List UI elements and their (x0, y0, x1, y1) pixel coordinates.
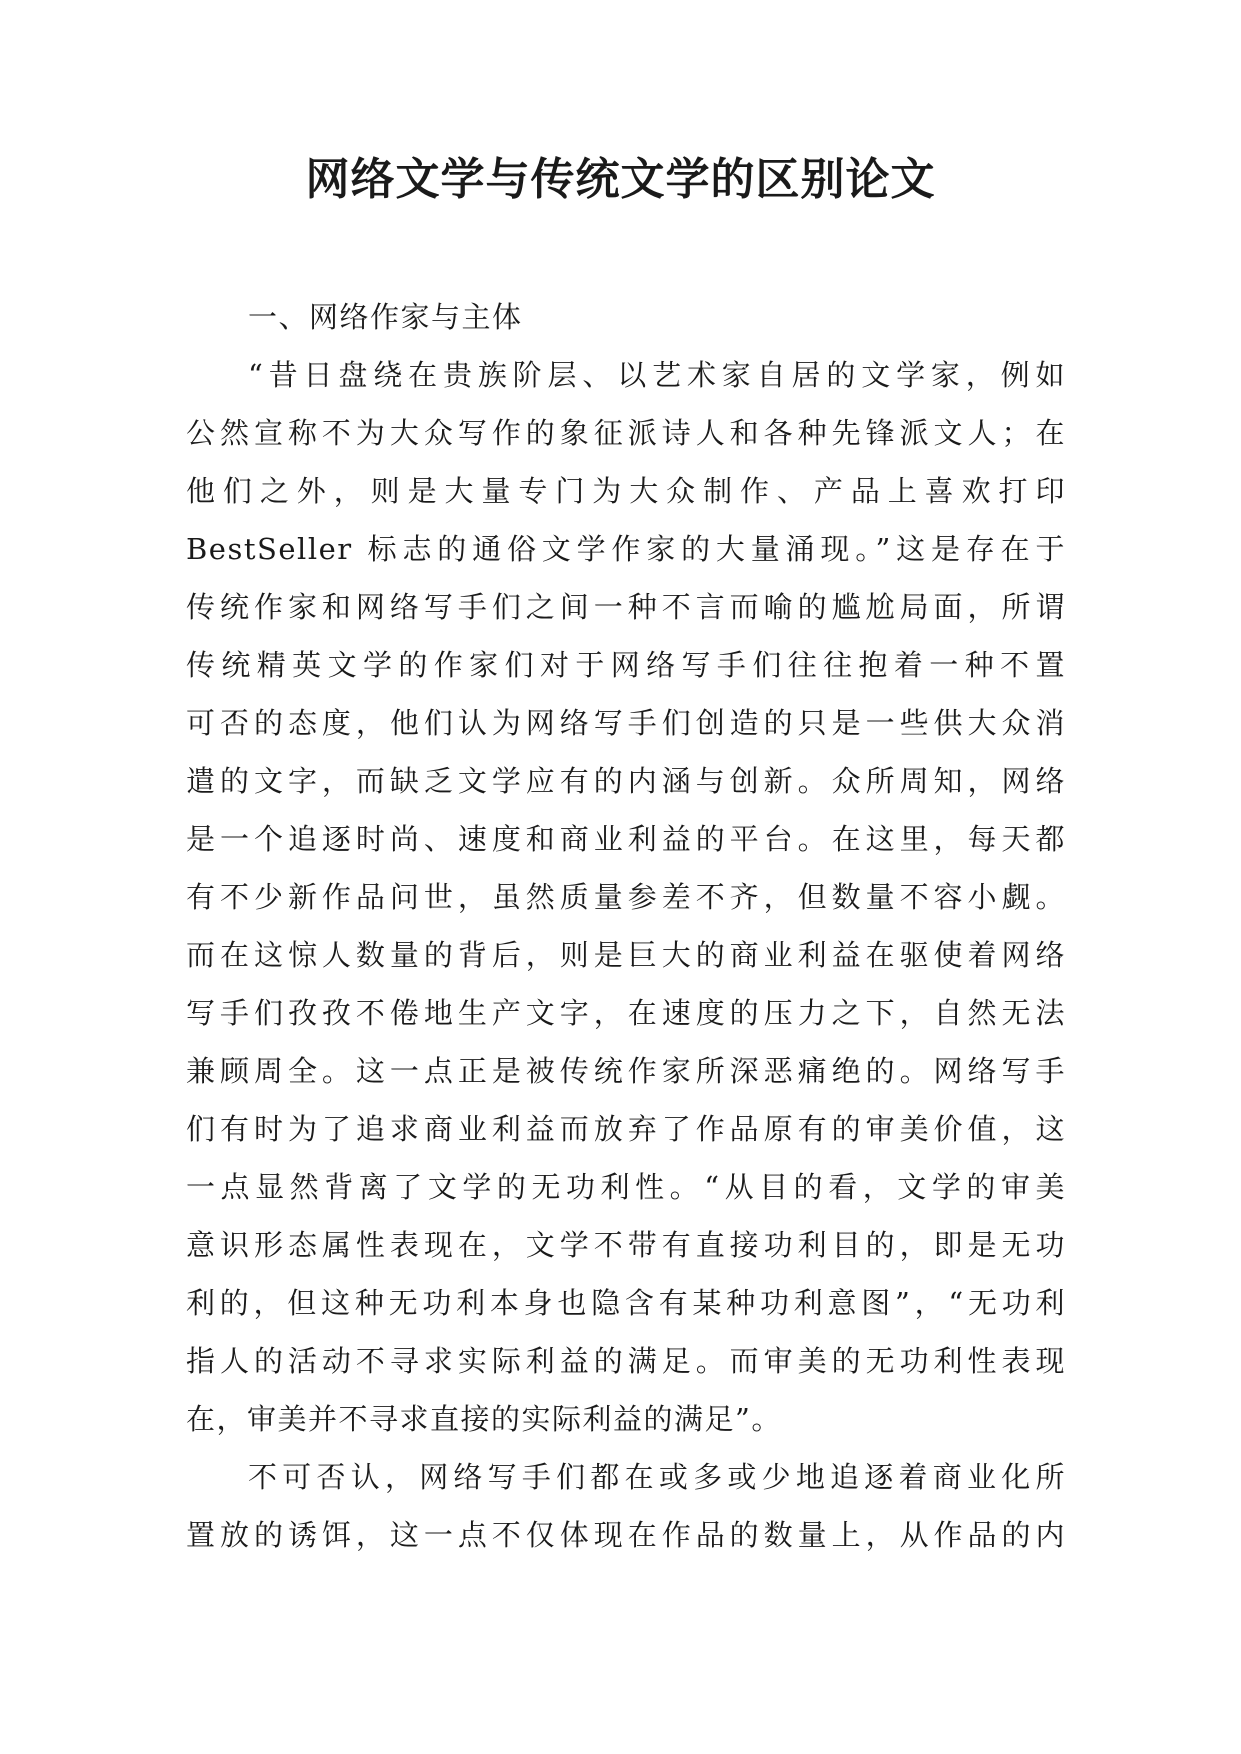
text-line: 遣的文字，而缺乏文学应有的内涵与创新。众所周知，网络 (186, 764, 1066, 798)
document-title: 网络文学与传统文学的区别论文 (305, 154, 936, 205)
text-line: 传统精英文学的作家们对于网络写手们往往抱着一种不置 (186, 648, 1066, 682)
text-line: 在，审美并不寻求直接的实际利益的满足”。 (186, 1402, 782, 1436)
text-line: 不可否认，网络写手们都在或多或少地追逐着商业化所 (248, 1460, 1066, 1494)
text-line: 置放的诱饵，这一点不仅体现在作品的数量上，从作品的内 (186, 1518, 1066, 1552)
text-line: 可否的态度，他们认为网络写手们创造的只是一些供大众消 (186, 706, 1066, 740)
text-line: 传统作家和网络写手们之间一种不言而喻的尴尬局面，所谓 (186, 590, 1066, 624)
text-line: 一点显然背离了文学的无功利性。“从目的看，文学的审美 (186, 1170, 1066, 1204)
text-line: “昔日盘绕在贵族阶层、以艺术家自居的文学家，例如 (248, 358, 1066, 392)
text-line: 而在这惊人数量的背后，则是巨大的商业利益在驱使着网络 (186, 938, 1066, 972)
text-line: BestSeller 标志的通俗文学作家的大量涌现。”这是存在于 (186, 532, 1066, 566)
document-body (186, 288, 1066, 1564)
text-line: 有不少新作品问世，虽然质量参差不齐，但数量不容小觑。 (186, 880, 1066, 914)
section-heading: 一、网络作家与主体 (248, 300, 523, 334)
text-line: 兼顾周全。这一点正是被传统作家所深恶痛绝的。网络写手 (186, 1054, 1066, 1088)
text-line: 们有时为了追求商业利益而放弃了作品原有的审美价值，这 (186, 1112, 1066, 1146)
text-line: 写手们孜孜不倦地生产文字，在速度的压力之下，自然无法 (186, 996, 1066, 1030)
text-line: 利的，但这种无功利本身也隐含有某种功利意图”，“无功利 (186, 1286, 1066, 1320)
text-line: 意识形态属性表现在，文学不带有直接功利目的，即是无功 (186, 1228, 1066, 1262)
text-line: 是一个追逐时尚、速度和商业利益的平台。在这里，每天都 (186, 822, 1066, 856)
text-line: 他们之外，则是大量专门为大众制作、产品上喜欢打印 (186, 474, 1066, 508)
text-line: 指人的活动不寻求实际利益的满足。而审美的无功利性表现 (186, 1344, 1066, 1378)
text-line: 公然宣称不为大众写作的象征派诗人和各种先锋派文人；在 (186, 416, 1066, 450)
